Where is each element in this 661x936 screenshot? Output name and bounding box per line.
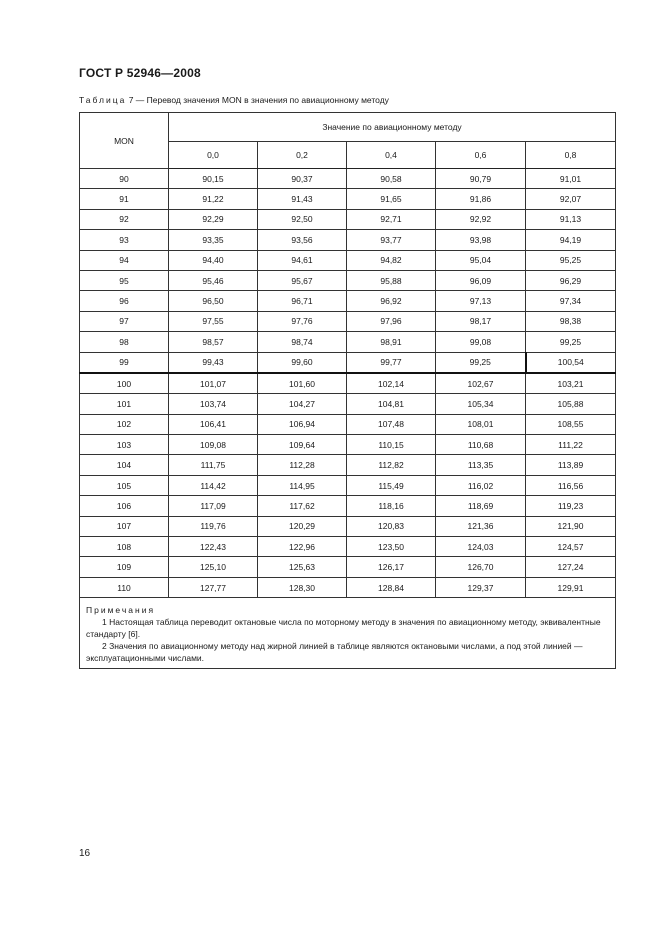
mon-cell: 92 xyxy=(80,209,169,229)
value-cell: 120,83 xyxy=(347,516,436,536)
value-cell: 123,50 xyxy=(347,537,436,557)
value-cell: 116,56 xyxy=(526,475,616,495)
table-row xyxy=(80,189,616,209)
value-cell: 99,08 xyxy=(436,332,526,352)
notes-heading: Примечания xyxy=(86,605,156,616)
value-cell: 106,94 xyxy=(258,414,347,434)
value-cell: 98,74 xyxy=(258,332,347,352)
mon-cell: 110 xyxy=(80,577,169,597)
mon-cell: 105 xyxy=(80,475,169,495)
value-cell: 127,24 xyxy=(526,557,616,577)
value-cell: 105,88 xyxy=(526,394,616,414)
value-cell: 124,03 xyxy=(436,537,526,557)
value-cell: 91,13 xyxy=(526,209,616,229)
value-cell: 105,34 xyxy=(436,394,526,414)
value-cell: 126,17 xyxy=(347,557,436,577)
value-cell: 128,84 xyxy=(347,577,436,597)
mon-cell: 109 xyxy=(80,557,169,577)
table-row xyxy=(80,332,616,352)
value-cell: 93,56 xyxy=(258,230,347,250)
value-cell: 126,70 xyxy=(436,557,526,577)
mon-cell: 102 xyxy=(80,414,169,434)
value-cell: 101,07 xyxy=(169,373,258,394)
table-row xyxy=(80,230,616,250)
table-row xyxy=(80,373,616,394)
subheader-cell: 0,0 xyxy=(169,142,258,169)
value-cell: 95,67 xyxy=(258,270,347,290)
table-row xyxy=(80,475,616,495)
note-2: 2 Значения по авиационному методу над жирной линией в таблице являются октановыми числами, а под этой линией — эксплуатационными числами. xyxy=(86,641,583,664)
table-row xyxy=(80,311,616,331)
table-row xyxy=(80,169,616,189)
value-cell: 93,77 xyxy=(347,230,436,250)
notes-cell xyxy=(80,598,616,669)
value-cell: 125,63 xyxy=(258,557,347,577)
value-cell: 100,54 xyxy=(526,352,616,373)
value-cell: 96,92 xyxy=(347,291,436,311)
value-cell: 120,29 xyxy=(258,516,347,536)
value-cell: 92,92 xyxy=(436,209,526,229)
value-cell: 97,76 xyxy=(258,311,347,331)
table-caption-label: Таблица xyxy=(79,95,127,105)
table-row xyxy=(80,270,616,290)
aviation-group-header: Значение по авиационному методу xyxy=(169,113,616,142)
value-cell: 95,25 xyxy=(526,250,616,270)
value-cell: 127,77 xyxy=(169,577,258,597)
value-cell: 98,91 xyxy=(347,332,436,352)
mon-cell: 103 xyxy=(80,435,169,455)
value-cell: 118,69 xyxy=(436,496,526,516)
value-cell: 91,65 xyxy=(347,189,436,209)
mon-cell: 104 xyxy=(80,455,169,475)
subheader-cell: 0,8 xyxy=(526,142,616,169)
value-cell: 117,62 xyxy=(258,496,347,516)
mon-cell: 101 xyxy=(80,394,169,414)
value-cell: 121,90 xyxy=(526,516,616,536)
table-row xyxy=(80,414,616,434)
value-cell: 119,76 xyxy=(169,516,258,536)
value-cell: 128,30 xyxy=(258,577,347,597)
table-row xyxy=(80,577,616,597)
value-cell: 95,04 xyxy=(436,250,526,270)
document-title: ГОСТ Р 52946—2008 xyxy=(79,66,201,80)
value-cell: 93,35 xyxy=(169,230,258,250)
table-row xyxy=(80,250,616,270)
value-cell: 92,71 xyxy=(347,209,436,229)
subheader-cell: 0,4 xyxy=(347,142,436,169)
value-cell: 92,07 xyxy=(526,189,616,209)
value-cell: 111,22 xyxy=(526,435,616,455)
mon-cell: 99 xyxy=(80,352,169,373)
value-cell: 92,50 xyxy=(258,209,347,229)
value-cell: 94,19 xyxy=(526,230,616,250)
value-cell: 96,29 xyxy=(526,270,616,290)
value-cell: 129,37 xyxy=(436,577,526,597)
table-caption xyxy=(79,95,389,105)
value-cell: 114,42 xyxy=(169,475,258,495)
value-cell: 99,60 xyxy=(258,352,347,373)
value-cell: 108,55 xyxy=(526,414,616,434)
value-cell: 93,98 xyxy=(436,230,526,250)
table-row xyxy=(80,352,616,373)
value-cell: 109,08 xyxy=(169,435,258,455)
table-caption-text: 7 — Перевод значения MON в значения по авиационному методу xyxy=(126,95,389,105)
mon-cell: 107 xyxy=(80,516,169,536)
conversion-table xyxy=(79,112,616,669)
value-cell: 90,79 xyxy=(436,169,526,189)
value-cell: 99,25 xyxy=(436,352,526,373)
table-row xyxy=(80,496,616,516)
value-cell: 96,71 xyxy=(258,291,347,311)
value-cell: 122,43 xyxy=(169,537,258,557)
value-cell: 98,17 xyxy=(436,311,526,331)
value-cell: 91,22 xyxy=(169,189,258,209)
value-cell: 108,01 xyxy=(436,414,526,434)
value-cell: 91,43 xyxy=(258,189,347,209)
value-cell: 116,02 xyxy=(436,475,526,495)
mon-cell: 95 xyxy=(80,270,169,290)
mon-cell: 97 xyxy=(80,311,169,331)
value-cell: 124,57 xyxy=(526,537,616,557)
value-cell: 102,14 xyxy=(347,373,436,394)
value-cell: 92,29 xyxy=(169,209,258,229)
mon-cell: 106 xyxy=(80,496,169,516)
value-cell: 113,89 xyxy=(526,455,616,475)
value-cell: 112,82 xyxy=(347,455,436,475)
value-cell: 112,28 xyxy=(258,455,347,475)
value-cell: 91,01 xyxy=(526,169,616,189)
value-cell: 98,38 xyxy=(526,311,616,331)
mon-cell: 98 xyxy=(80,332,169,352)
value-cell: 98,57 xyxy=(169,332,258,352)
page-number: 16 xyxy=(79,848,91,859)
value-cell: 109,64 xyxy=(258,435,347,455)
value-cell: 102,67 xyxy=(436,373,526,394)
table-row xyxy=(80,455,616,475)
value-cell: 115,49 xyxy=(347,475,436,495)
value-cell: 95,88 xyxy=(347,270,436,290)
value-cell: 94,40 xyxy=(169,250,258,270)
value-cell: 90,37 xyxy=(258,169,347,189)
value-cell: 113,35 xyxy=(436,455,526,475)
value-cell: 121,36 xyxy=(436,516,526,536)
mon-cell: 91 xyxy=(80,189,169,209)
table-row xyxy=(80,394,616,414)
value-cell: 114,95 xyxy=(258,475,347,495)
table-row xyxy=(80,537,616,557)
mon-cell: 90 xyxy=(80,169,169,189)
value-cell: 99,43 xyxy=(169,352,258,373)
table-row xyxy=(80,435,616,455)
value-cell: 117,09 xyxy=(169,496,258,516)
value-cell: 97,13 xyxy=(436,291,526,311)
value-cell: 122,96 xyxy=(258,537,347,557)
mon-cell: 96 xyxy=(80,291,169,311)
mon-column-header: MON xyxy=(80,113,169,169)
value-cell: 99,77 xyxy=(347,352,436,373)
value-cell: 110,15 xyxy=(347,435,436,455)
value-cell: 97,55 xyxy=(169,311,258,331)
value-cell: 97,96 xyxy=(347,311,436,331)
value-cell: 96,09 xyxy=(436,270,526,290)
value-cell: 95,46 xyxy=(169,270,258,290)
mon-cell: 108 xyxy=(80,537,169,557)
table-row xyxy=(80,291,616,311)
value-cell: 104,27 xyxy=(258,394,347,414)
value-cell: 96,50 xyxy=(169,291,258,311)
value-cell: 91,86 xyxy=(436,189,526,209)
subheader-cell: 0,2 xyxy=(258,142,347,169)
value-cell: 118,16 xyxy=(347,496,436,516)
value-cell: 110,68 xyxy=(436,435,526,455)
mon-cell: 94 xyxy=(80,250,169,270)
table-row xyxy=(80,209,616,229)
value-cell: 119,23 xyxy=(526,496,616,516)
value-cell: 99,25 xyxy=(526,332,616,352)
value-cell: 94,61 xyxy=(258,250,347,270)
value-cell: 106,41 xyxy=(169,414,258,434)
value-cell: 103,21 xyxy=(526,373,616,394)
table-row xyxy=(80,516,616,536)
value-cell: 101,60 xyxy=(258,373,347,394)
value-cell: 103,74 xyxy=(169,394,258,414)
value-cell: 129,91 xyxy=(526,577,616,597)
mon-cell: 93 xyxy=(80,230,169,250)
table-row xyxy=(80,557,616,577)
mon-cell: 100 xyxy=(80,373,169,394)
note-1: 1 Настоящая таблица переводит октановые числа по моторному методу в значения по авиационному методу, эквивалентные стандарту [6]. xyxy=(86,617,601,640)
subheader-cell: 0,6 xyxy=(436,142,526,169)
value-cell: 104,81 xyxy=(347,394,436,414)
value-cell: 94,82 xyxy=(347,250,436,270)
value-cell: 107,48 xyxy=(347,414,436,434)
value-cell: 90,15 xyxy=(169,169,258,189)
table-body xyxy=(80,169,616,598)
value-cell: 97,34 xyxy=(526,291,616,311)
value-cell: 90,58 xyxy=(347,169,436,189)
value-cell: 125,10 xyxy=(169,557,258,577)
value-cell: 111,75 xyxy=(169,455,258,475)
